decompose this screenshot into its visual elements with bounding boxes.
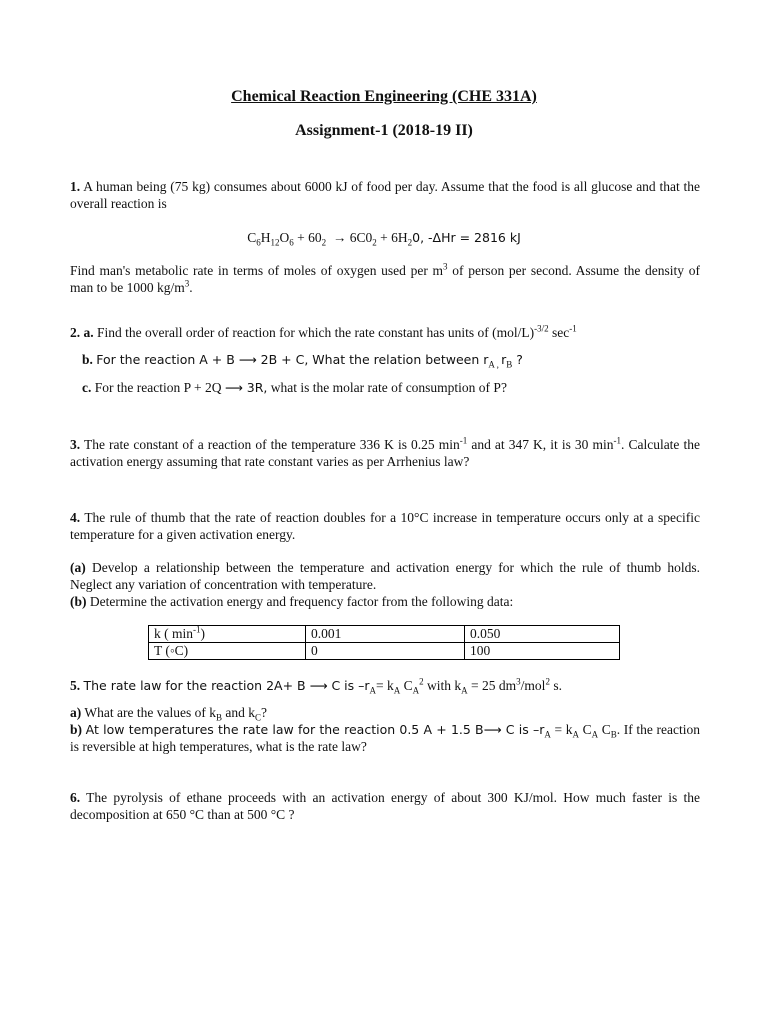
reaction-equation: $C_6H_{12}O_6 + 60_2 \to 6C0_2 + 6H_20$, -ΔHr = 2816 kJ <box>247 230 521 248</box>
table-cell: k ( $\min^{-1}$) <box>149 626 306 643</box>
table-row <box>149 626 620 643</box>
question-5a: a) What are the values of $k_B$ and $k_C$? <box>70 705 267 723</box>
question-5b: b) At low temperatures the rate law for the reaction 0.5 A + 1.5 B⟶ C is $-r_A = k_A$ $C_A$ $C_B$. If the reaction is reversible at high temperatures, what is the rate law? <box>70 722 700 754</box>
table-cell: 0.050 <box>465 626 620 643</box>
question-text: A human being (75 kg) consumes about 6000 kJ of food per day. Assume that the food is all glucose and that the overall reaction is <box>70 179 701 211</box>
table-cell: T (◦C) <box>149 643 306 660</box>
question-2c: c. For the reaction P + 2Q ⟶ 3R, what is the molar rate of consumption of P? <box>82 380 507 395</box>
question-2b: b. For the reaction A + B ⟶ 2B + C, What the relation between $r_{A ,}$ $r_B$ ? <box>82 352 523 370</box>
question-5: 5. The rate law for the reaction 2A+ B ⟶ C is $-r_A= k_A$ $C_A^2$ with $k_A = 25$ $dm^3/mol^2$ s. <box>70 676 562 696</box>
assignment-title: Assignment-1 (2018-19 II) <box>295 122 473 139</box>
table-row <box>149 643 620 660</box>
question-1-followup: Find man's metabolic rate in terms of moles of oxygen used per $m^3$ of person per second. Assume the density of man to be 1000 $kg/m^3$. <box>70 261 700 295</box>
question-4a: (a) Develop a relationship between the temperature and activation energy for which the rule of thumb holds. Neglect any variation of concentration with temperature. <box>70 560 700 592</box>
question-4: 4. The rule of thumb that the rate of reaction doubles for a 10°C increase in temperature occurs only at a specific temperature for a given activation energy. <box>70 510 700 542</box>
reaction-arrow-icon: → <box>332 230 347 245</box>
question-6: 6. The pyrolysis of ethane proceeds with an activation energy of about 300 KJ/mol. How much faster is the decomposition at 650 °C than at 500 °C ? <box>70 790 700 822</box>
data-table <box>148 625 620 660</box>
table-cell: 0.001 <box>306 626 465 643</box>
question-2a: 2. a. Find the overall order of reaction for which the rate constant has units of $(mol/L)^{-3/2}$ $\sec^{-1}$ <box>70 323 577 340</box>
question-3: 3. The rate constant of a reaction of the temperature 336 K is 0.25 $\min^{-1}$ and at 347 K, it is 30 $\min^{-1}$. Calculate the activation energy assuming that rate constant varies as per Arrhenius law? <box>70 435 700 469</box>
table-cell: 100 <box>465 643 620 660</box>
question-4b: (b) Determine the activation energy and frequency factor from the following data: <box>70 594 514 609</box>
question-number: 1. <box>70 179 81 194</box>
question-1 <box>70 178 700 212</box>
table-cell: 0 <box>306 643 465 660</box>
course-title: Chemical Reaction Engineering (CHE 331A) <box>231 88 537 105</box>
